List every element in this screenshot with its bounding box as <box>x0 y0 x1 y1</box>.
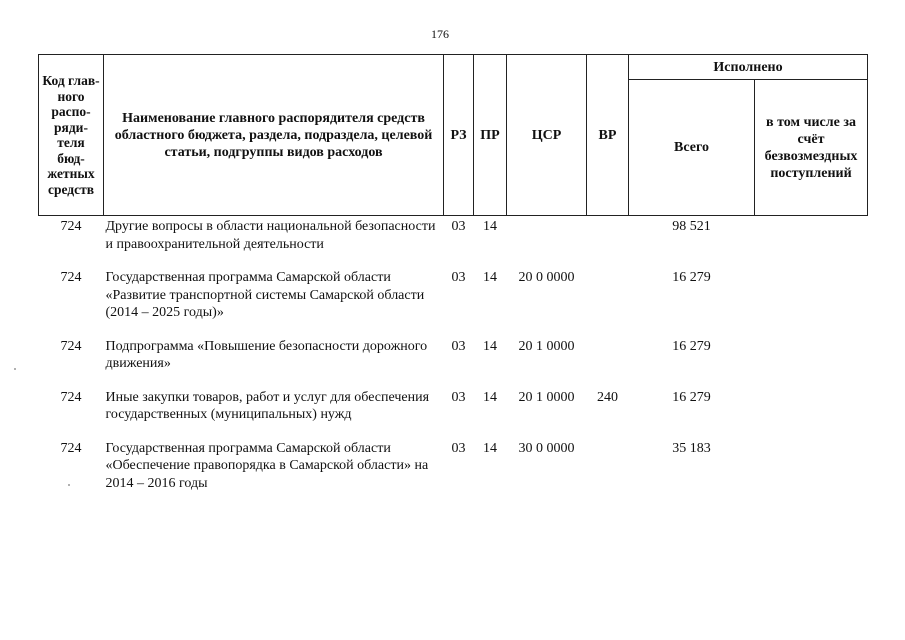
cell-total: 16 279 <box>672 338 711 354</box>
cell-code: 724 <box>60 389 82 405</box>
cell-pr: 14 <box>483 389 497 405</box>
cell-vr <box>587 269 629 338</box>
cell-total: 35 183 <box>672 440 711 456</box>
table-row <box>39 338 868 389</box>
cell-pr: 14 <box>483 440 497 456</box>
table-row <box>39 216 868 270</box>
cell-vr <box>587 338 629 389</box>
table-row <box>39 389 868 440</box>
header-pr: ПР <box>474 55 507 216</box>
header-including: в том числе за счёт безвозмездных поступлений <box>755 80 868 216</box>
cell-pr: 14 <box>483 219 497 234</box>
cell-csr: 20 0 0000 <box>518 270 575 285</box>
cell-rz: 03 <box>451 270 466 285</box>
cell-name: Иные закупки товаров, работ и услуг для обеспечения государственных (муниципальных) нужд <box>105 389 430 422</box>
header-rz: РЗ <box>444 55 474 216</box>
header-executed: Исполнено <box>629 55 868 80</box>
cell-pr: 14 <box>483 270 497 285</box>
cell-including <box>755 216 868 270</box>
cell-csr <box>507 216 587 270</box>
cell-csr: 20 1 0000 <box>518 338 575 354</box>
cell-vr <box>587 440 629 509</box>
cell-csr: 20 1 0000 <box>518 389 575 405</box>
table-row <box>39 440 868 509</box>
table-row <box>39 269 868 338</box>
scan-speck <box>14 368 16 370</box>
cell-total: 16 279 <box>672 389 711 405</box>
header-vr: ВР <box>587 55 629 216</box>
cell-name: Другие вопросы в области национальной безопасности и правоохранительной деятельности <box>105 219 436 252</box>
cell-code: 724 <box>60 219 82 234</box>
table-body <box>39 216 868 509</box>
header-csr: ЦСР <box>507 55 587 216</box>
cell-including <box>755 338 868 389</box>
cell-rz: 03 <box>451 338 466 354</box>
cell-name: Подпрограмма «Повышение безопасности дорожного движения» <box>105 338 428 371</box>
header-name: Наименование главного распорядителя средств областного бюджета, раздела, подраздела, целевой статьи, подгруппы видов расходов <box>104 55 444 216</box>
cell-including <box>755 389 868 440</box>
page-number: 176 <box>431 27 449 41</box>
cell-pr: 14 <box>483 338 497 354</box>
cell-total: 98 521 <box>672 219 711 234</box>
scan-speck <box>68 484 70 486</box>
budget-table <box>38 54 868 508</box>
cell-including <box>755 269 868 338</box>
table-header <box>39 55 868 216</box>
header-code: Код глав-ного распо-ряди-теля бюд-жетных средств <box>39 55 104 216</box>
cell-name: Государственная программа Самарской области «Развитие транспортной системы Самарской области (2014 – 2025 годы)» <box>105 270 425 320</box>
cell-csr: 30 0 0000 <box>518 440 575 456</box>
cell-rz: 03 <box>451 219 466 234</box>
cell-rz: 03 <box>451 440 466 456</box>
header-total: Всего <box>629 80 755 216</box>
cell-rz: 03 <box>451 389 466 405</box>
cell-code: 724 <box>60 440 82 456</box>
cell-code: 724 <box>60 270 82 285</box>
cell-code: 724 <box>60 338 82 354</box>
cell-vr <box>587 216 629 270</box>
cell-vr: 240 <box>597 389 618 405</box>
cell-total: 16 279 <box>672 270 711 285</box>
cell-including <box>755 440 868 509</box>
cell-name: Государственная программа Самарской области «Обеспечение правопорядка в Самарской области» на 2014 – 2016 годы <box>105 440 429 491</box>
